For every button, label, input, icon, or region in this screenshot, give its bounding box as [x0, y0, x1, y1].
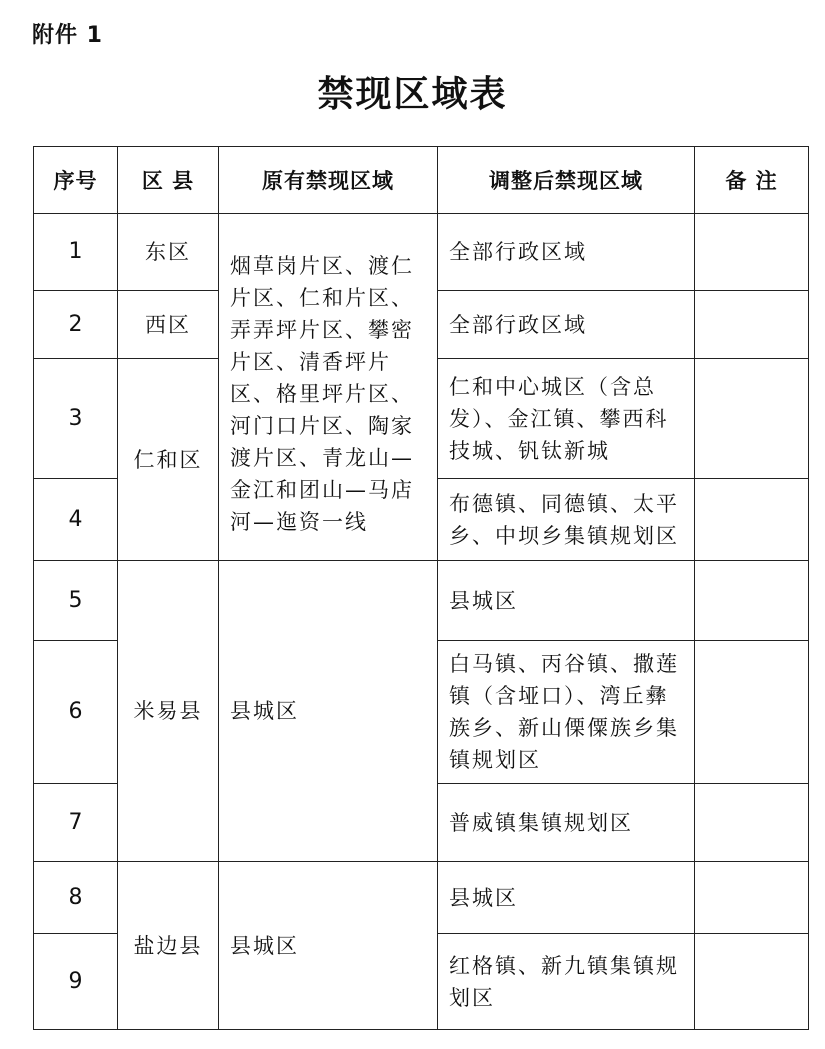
row-county: 米易县	[118, 561, 219, 862]
table-row	[34, 862, 809, 934]
table-header-row	[34, 147, 809, 214]
row-remark	[695, 784, 809, 862]
row-remark	[695, 862, 809, 934]
header-county: 区 县	[118, 147, 219, 214]
page-title: 禁现区域表	[317, 74, 508, 115]
table-row	[34, 561, 809, 641]
header-remark: 备 注	[695, 147, 809, 214]
row-adjusted: 县城区	[438, 862, 695, 934]
row-remark	[695, 641, 809, 784]
row-seq: 4	[34, 479, 118, 561]
row-adjusted: 红格镇、新九镇集镇规划区	[438, 934, 695, 1030]
row-seq: 3	[34, 359, 118, 479]
header-original: 原有禁现区域	[219, 147, 438, 214]
row-remark	[695, 359, 809, 479]
row-seq: 2	[34, 291, 118, 359]
original-regions-group1: 烟草岗片区、渡仁片区、仁和片区、弄弄坪片区、攀密片区、清香坪片区、格里坪片区、河门口片区、陶家渡片区、青龙山—金江和团山—马店河—迤资一线	[219, 214, 438, 561]
row-adjusted: 普威镇集镇规划区	[438, 784, 695, 862]
row-county: 仁和区	[118, 359, 219, 561]
original-regions-group2: 县城区	[219, 561, 438, 862]
row-county: 西区	[118, 291, 219, 359]
row-adjusted: 仁和中心城区（含总发）、金江镇、攀西科技城、钒钛新城	[438, 359, 695, 479]
header-seq: 序号	[34, 147, 118, 214]
row-adjusted: 全部行政区域	[438, 291, 695, 359]
restricted-areas-table	[33, 146, 809, 1030]
row-seq: 9	[34, 934, 118, 1030]
attachment-label: 附件 1	[32, 23, 103, 48]
row-remark	[695, 479, 809, 561]
row-adjusted: 白马镇、丙谷镇、撒莲镇（含垭口）、湾丘彝族乡、新山傈僳族乡集镇规划区	[438, 641, 695, 784]
row-county: 东区	[118, 214, 219, 291]
row-remark	[695, 214, 809, 291]
row-remark	[695, 291, 809, 359]
table-row	[34, 214, 809, 291]
row-seq: 6	[34, 641, 118, 784]
row-adjusted: 县城区	[438, 561, 695, 641]
row-adjusted: 全部行政区域	[438, 214, 695, 291]
original-regions-group3: 县城区	[219, 862, 438, 1030]
row-remark	[695, 934, 809, 1030]
header-adjusted: 调整后禁现区域	[438, 147, 695, 214]
row-remark	[695, 561, 809, 641]
row-adjusted: 布德镇、同德镇、太平乡、中坝乡集镇规划区	[438, 479, 695, 561]
row-county: 盐边县	[118, 862, 219, 1030]
row-seq: 5	[34, 561, 118, 641]
row-seq: 8	[34, 862, 118, 934]
row-seq: 7	[34, 784, 118, 862]
row-seq: 1	[34, 214, 118, 291]
